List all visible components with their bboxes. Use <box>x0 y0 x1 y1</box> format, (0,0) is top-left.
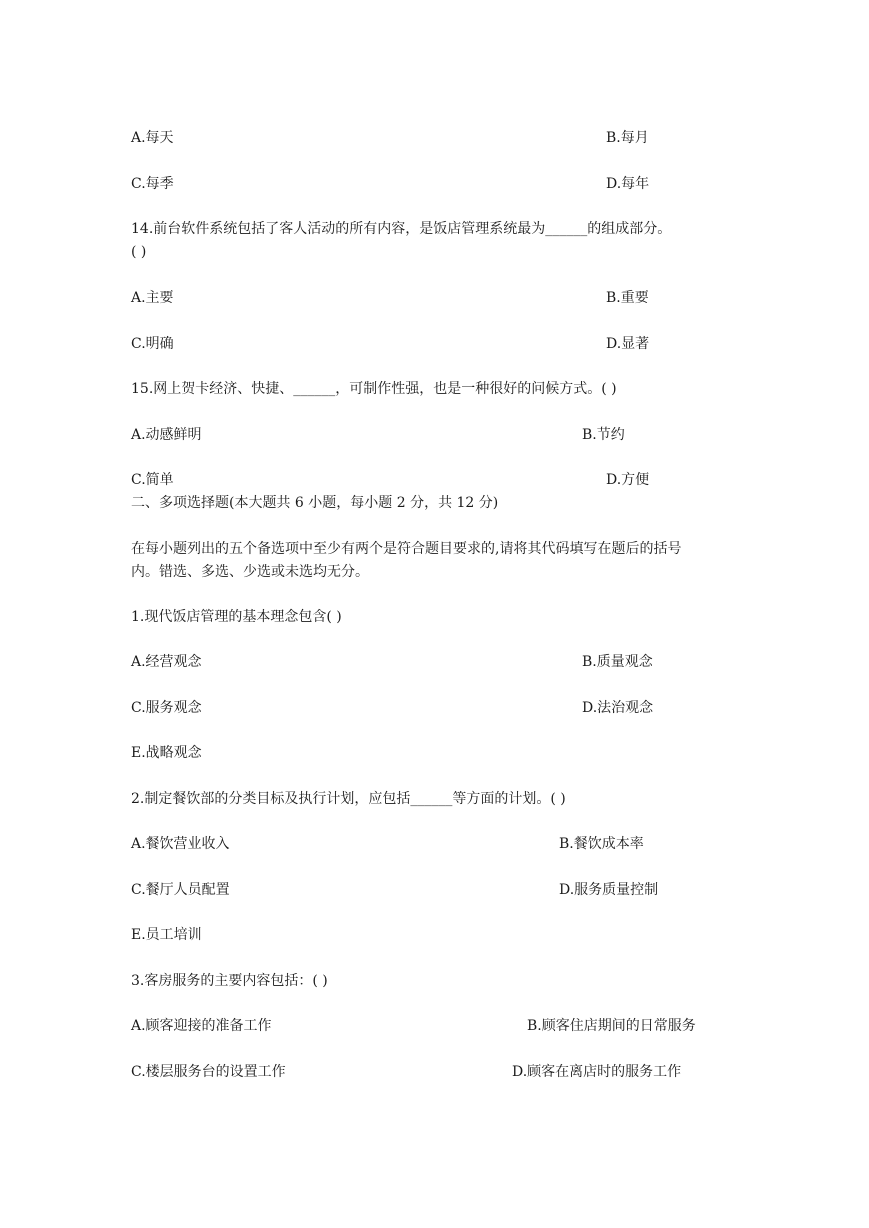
m2-option-d: D.服务质量控制 <box>559 882 659 898</box>
m2-stem: 2.制定餐饮部的分类目标及执行计划，应包括______等方面的计划。( ) <box>131 791 566 807</box>
q14-option-b: B.重要 <box>606 290 649 306</box>
q13-option-b: B.每月 <box>606 130 649 146</box>
q15-stem: 15.网上贺卡经济、快捷、______，可制作性强，也是一种很好的问候方式。( ) <box>131 381 617 397</box>
m2-option-c: C.餐厅人员配置 <box>131 882 230 898</box>
m3-option-c: C.楼层服务台的设置工作 <box>131 1064 286 1080</box>
m1-option-d: D.法治观念 <box>582 700 654 716</box>
m3-stem: 3.客房服务的主要内容包括：( ) <box>131 973 328 989</box>
m1-option-c: C.服务观念 <box>131 700 202 716</box>
q13-option-c: C.每季 <box>131 176 174 192</box>
section2-heading: 二、多项选择题(本大题共 6 小题，每小题 2 分，共 12 分) <box>131 495 499 511</box>
q14-option-a: A.主要 <box>131 290 174 306</box>
q14-option-c: C.明确 <box>131 336 174 352</box>
section2-instruction-line2: 内。错选、多选、少选或未选均无分。 <box>131 564 369 580</box>
q14-stem-line1: 14.前台软件系统包括了客人活动的所有内容，是饭店管理系统最为______的组成部分。 <box>131 221 672 237</box>
section2-instruction-line1: 在每小题列出的五个备选项中至少有两个是符合题目要求的,请将其代码填写在题后的括号 <box>131 541 682 557</box>
m2-option-e: E.员工培训 <box>131 927 202 943</box>
m1-option-b: B.质量观念 <box>582 654 653 670</box>
q15-option-c: C.简单 <box>131 472 174 488</box>
m3-option-a: A.顾客迎接的准备工作 <box>131 1018 272 1034</box>
q13-option-d: D.每年 <box>606 176 650 192</box>
m2-option-b: B.餐饮成本率 <box>559 836 644 852</box>
q14-stem-line2: ( ) <box>131 244 147 260</box>
q13-option-a: A.每天 <box>131 130 174 146</box>
m2-option-a: A.餐饮营业收入 <box>131 836 230 852</box>
m3-option-d: D.顾客在离店时的服务工作 <box>512 1064 682 1080</box>
m1-option-e: E.战略观念 <box>131 745 202 761</box>
q15-option-b: B.节约 <box>582 427 625 443</box>
q15-option-d: D.方便 <box>606 472 650 488</box>
m3-option-b: B.顾客住店期间的日常服务 <box>527 1018 696 1034</box>
q14-option-d: D.显著 <box>606 336 650 352</box>
m1-stem: 1.现代饭店管理的基本理念包含( ) <box>131 609 342 625</box>
m1-option-a: A.经营观念 <box>131 654 202 670</box>
q15-option-a: A.动感鲜明 <box>131 427 202 443</box>
